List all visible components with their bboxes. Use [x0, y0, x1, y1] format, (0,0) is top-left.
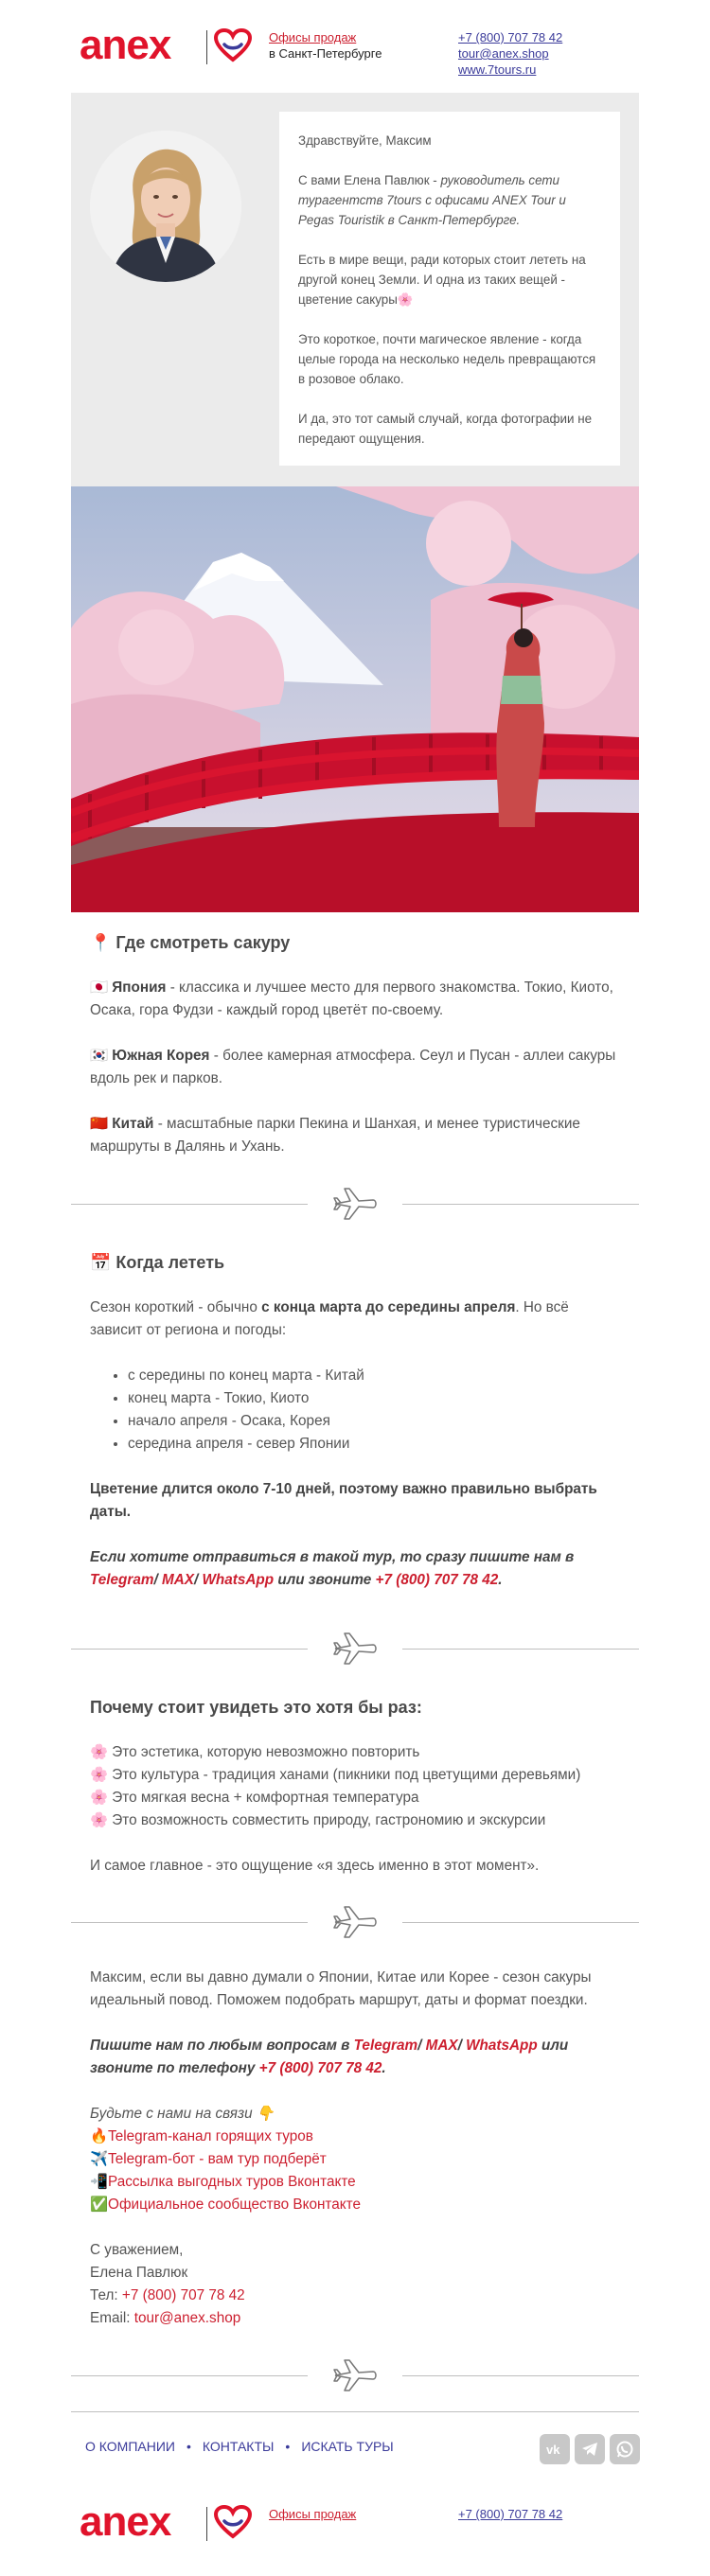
list-item: 🌸 Это возможность совместить природу, гастрономию и экскурсии [90, 1812, 546, 1828]
max-link[interactable]: MAX [161, 1572, 194, 1588]
outro-paragraph: Максим, если вы давно думали о Японии, Китае или Корее - сезон сакуры идеальный повод. Поможем подобрать маршрут, даты и формат поездки. [90, 1969, 592, 2008]
list-item: 🌸 Это культура - традиция ханами (пикники под цветущими деревьями) [90, 1767, 581, 1783]
why-closing: И самое главное - это ощущение «я здесь именно в этот момент». [90, 1858, 540, 1874]
intro-p4: И да, это тот самый случай, когда фотографии не передают ощущения. [298, 412, 593, 446]
hero-image-sakura-bridge [71, 486, 639, 912]
intro-p2: Есть в мире вещи, ради которых стоит лететь на другой конец Земли. И одна из таких вещей - цветение сакуры🌸 [298, 253, 586, 307]
intro-prefix: С вами Елена Павлюк - [298, 173, 441, 187]
where-section [90, 931, 620, 1158]
telegram-bot-link[interactable]: Telegram-бот - вам тур подберёт [108, 2151, 327, 2167]
cta-end: . [498, 1572, 503, 1588]
intro-role: руководитель сети турагентств 7tours с офисами ANEX Tour и Pegas Touristik в Санкт-Петербурге. [298, 173, 566, 227]
footer-about-link[interactable]: О КОМПАНИИ [85, 2439, 175, 2454]
list-item: • с середины по конец марта - Китай [128, 1365, 620, 1387]
whatsapp-link[interactable]: WhatsApp [202, 1572, 275, 1588]
header-contacts [458, 29, 562, 78]
telegram-link[interactable]: Telegram [353, 2038, 418, 2054]
telegram-channel-link[interactable]: Telegram-канал горящих туров [108, 2128, 313, 2144]
header-phone-link[interactable]: +7 (800) 707 78 42 [458, 30, 563, 44]
header-site-link[interactable]: www.7tours.ru [458, 62, 537, 77]
social-link-row [90, 2171, 620, 2194]
phone-link[interactable]: +7 (800) 707 78 42 [258, 2060, 382, 2076]
regards: С уважением, [90, 2242, 184, 2258]
max-link[interactable]: MAX [425, 2038, 458, 2054]
korea-paragraph [90, 1045, 620, 1090]
list-item: • середина апреля - север Японии [128, 1433, 620, 1456]
logo-separator [206, 2507, 207, 2541]
korea-text: - более камерная атмосфера. Сеул и Пусан - аллеи сакуры вдоль рек и парков. [90, 1048, 616, 1086]
when-title: 📅 Когда лететь [90, 1253, 225, 1272]
footer-header [0, 2500, 710, 2576]
bloom-note-text: Цветение длится около 7-10 дней, поэтому важно правильно выбрать даты. [90, 1481, 597, 1520]
airplane-icon [331, 2356, 379, 2394]
heart-icon [214, 28, 252, 62]
divider [71, 1185, 639, 1223]
city-label: в Санкт-Петербурге [269, 46, 382, 61]
cta-sep: / [153, 1572, 162, 1588]
bloom-note [90, 1478, 620, 1524]
korea-name: Южная Корея [112, 1048, 210, 1064]
stay-connected [90, 2103, 620, 2126]
divider [71, 2356, 639, 2394]
telegram-link[interactable]: Telegram [90, 1572, 154, 1588]
anex-logo[interactable] [80, 2498, 206, 2545]
fire-icon: 🔥 [90, 2128, 109, 2144]
season-paragraph [90, 1297, 620, 1342]
heart-icon [214, 2505, 252, 2539]
footer-search-link[interactable]: ИСКАТЬ ТУРЫ [301, 2439, 394, 2454]
office-block [269, 2506, 356, 2522]
telegram-icon[interactable] [575, 2434, 605, 2464]
social-link-row [90, 2194, 620, 2216]
list-item: • конец марта - Токио, Киото [128, 1387, 620, 1410]
china-paragraph [90, 1113, 620, 1158]
social-link-row [90, 2148, 620, 2171]
offices-link[interactable]: Офисы продаж [269, 2507, 357, 2521]
intro-p3: Это короткое, почти магическое явление - когда целые города на несколько недель превращаются в розовое облако. [298, 332, 596, 386]
phone-link[interactable]: +7 (800) 707 78 42 [375, 1572, 499, 1588]
airplane-icon [331, 1185, 379, 1223]
whatsapp-link[interactable]: WhatsApp [466, 2038, 538, 2054]
offices-link[interactable]: Офисы продаж [269, 30, 357, 44]
china-text: - масштабные парки Пекина и Шанхая, и менее туристические маршруты в Далянь и Ухань. [90, 1116, 580, 1155]
dates-list [90, 1365, 620, 1456]
logo-text: anex [80, 2498, 171, 2545]
cta-prefix: Пишите нам по любым вопросам в [90, 2038, 354, 2054]
social-link-row [90, 2126, 620, 2148]
greeting-letter [279, 112, 620, 466]
check-icon: ✅ [90, 2197, 109, 2213]
signature-phone-link[interactable]: +7 (800) 707 78 42 [121, 2287, 245, 2303]
footer-divider [71, 2411, 639, 2412]
divider [71, 1903, 639, 1941]
footer-contacts-link[interactable]: КОНТАКТЫ [202, 2439, 275, 2454]
outro-cta [90, 2035, 620, 2080]
footer-dot: • [186, 2439, 191, 2454]
cta-sep: / [417, 2038, 426, 2054]
office-block [269, 29, 382, 62]
airplane-icon [331, 1903, 379, 1941]
footer-dot: • [285, 2439, 291, 2454]
korea-flag-icon: 🇰🇷 [90, 1048, 109, 1064]
china-flag-icon: 🇨🇳 [90, 1116, 109, 1132]
outro-section [90, 1967, 620, 2330]
season-suffix: . Но всё зависит от региона и погоды: [90, 1299, 569, 1338]
why-title: Почему стоит увидеть это хотя бы раз: [90, 1698, 422, 1717]
cta-mid: или звоните по телефону [90, 2038, 569, 2076]
when-section [90, 1251, 620, 1592]
china-name: Китай [112, 1116, 154, 1132]
whatsapp-icon[interactable] [610, 2434, 640, 2464]
cta-prefix: Если хотите отправиться в такой тур, то сразу пишите нам в [90, 1549, 575, 1565]
vk-community-link[interactable]: Официальное сообщество Вконтакте [108, 2197, 361, 2213]
avatar [90, 131, 241, 282]
why-list [90, 1741, 620, 1832]
when-cta [90, 1546, 620, 1592]
where-title: 📍 Где смотреть сакуру [90, 933, 291, 952]
list-item: 🌸 Это эстетика, которую невозможно повторить [90, 1744, 420, 1760]
vk-icon[interactable] [540, 2434, 570, 2464]
japan-flag-icon: 🇯🇵 [90, 979, 109, 996]
logo-text: anex [80, 22, 171, 68]
intro-panel [71, 93, 639, 486]
footer-nav [85, 2439, 394, 2454]
stay-text: Будьте с нами на связи 👇 [90, 2106, 275, 2122]
signature-phone [90, 2285, 620, 2307]
tel-label: Тел: [90, 2287, 122, 2303]
divider [71, 1630, 639, 1667]
season-prefix: Сезон короткий - обычно [90, 1299, 262, 1315]
japan-name: Япония [112, 979, 167, 996]
list-item: • начало апреля - Осака, Корея [128, 1410, 620, 1433]
signature-email-link[interactable]: tour@anex.shop [133, 2310, 241, 2326]
japan-paragraph [90, 977, 620, 1022]
signature-email [90, 2307, 620, 2330]
vk-mailing-link[interactable]: Рассылка выгодных туров Вконтакте [108, 2174, 356, 2190]
anex-logo[interactable] [80, 22, 206, 68]
cta-sep: / [457, 2038, 467, 2054]
header [0, 24, 710, 99]
svg-text:vk: vk [546, 2443, 560, 2457]
phone-emoji-icon: 📲 [90, 2174, 109, 2190]
email-label: Email: [90, 2310, 134, 2326]
signature-name: Елена Павлюк [90, 2265, 188, 2281]
intro-paragraph [298, 170, 601, 230]
airplane-icon [331, 1630, 379, 1667]
season-bold: с конца марта до середины апреля [261, 1299, 516, 1315]
japan-text: - классика и лучшее место для первого знакомства. Токио, Киото, Осака, гора Фудзи - каждый город цветёт по-своему. [90, 979, 613, 1018]
cta-end: . [382, 2060, 386, 2076]
cta-mid: или звоните [274, 1572, 376, 1588]
header-email-link[interactable]: tour@anex.shop [458, 46, 549, 61]
header-contacts [458, 2506, 562, 2522]
list-item: 🌸 Это мягкая весна + комфортная температура [90, 1790, 419, 1806]
why-section [90, 1696, 620, 1878]
logo-separator [206, 30, 207, 64]
cta-sep: / [193, 1572, 203, 1588]
greeting: Здравствуйте, Максим [298, 133, 432, 148]
airplane-emoji-icon: ✈️ [90, 2151, 109, 2167]
header-phone-link[interactable]: +7 (800) 707 78 42 [458, 2507, 563, 2521]
